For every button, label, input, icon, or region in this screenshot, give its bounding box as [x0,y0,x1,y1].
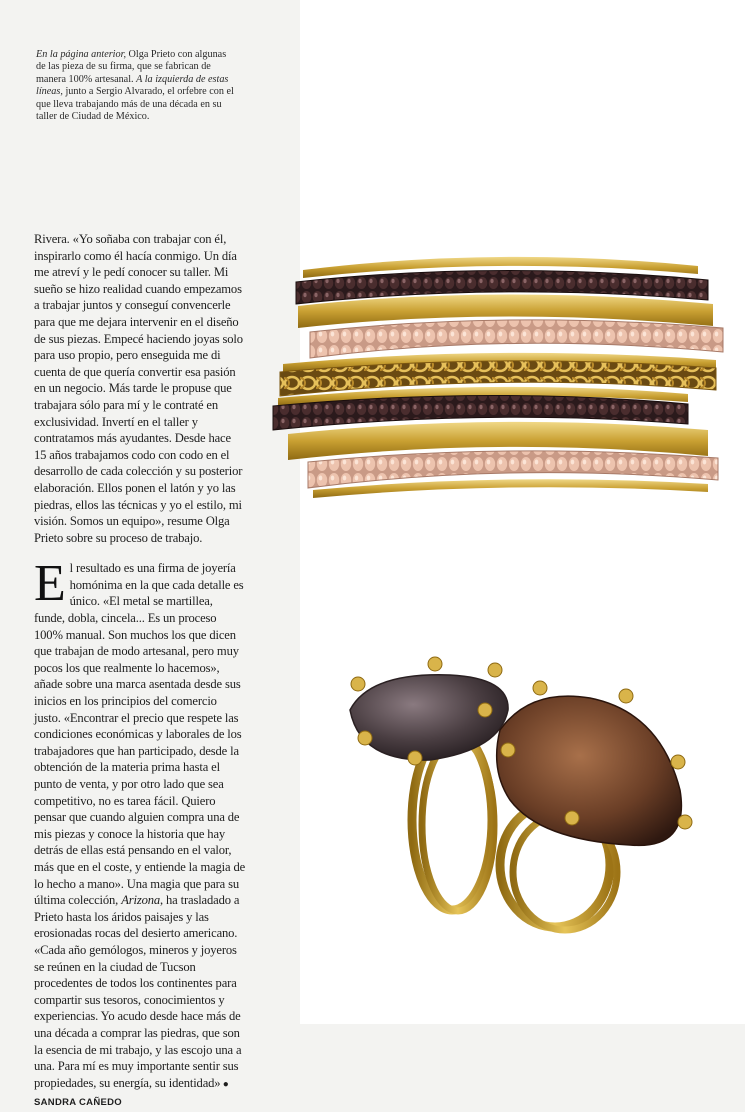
caption-text-2: junto a Sergio Alvarado, el orfebre con el que lleva trabajando más de una década en su taller de Ciudad de México. [36,86,234,123]
caption-reference-2: A la izquierda de estas líneas, [36,73,229,98]
photo-caption [36,49,236,123]
article-column [34,231,246,1112]
caption-reference-1: En la página anterior, [36,49,126,60]
gold-gemstone-rings-image [340,650,710,940]
stack-of-gold-bangles-image [268,248,733,508]
paragraph-2-text-a: l resultado es una firma de joyería homónima en la que cada detalle es único. «El metal se martillea, funde, dobla, cincela... Es un proceso 100% manual. Son muchos los que dicen que trabajan de modo artesanal, pero muy pocos los que realmente lo hacemos», añade sobre una marca asentada desde sus inicios en los principios del comercio justo. «Encontrar el precio que respete las condiciones económicas y laborales de los trabajadores que han participado, desde la obtención de la materia prima hasta el punto de venta, y por otro lado que sea competitivo, no es tarea fácil. Quiero pensar que cuando alguien compra una de mis piezas y conoce la historia que hay detrás de ellas está pensando en el valor, más que en el coste, y entiende la magia de lo hecho a mano». Una magia que para su última colección, [34,561,246,908]
drop-cap: E [34,555,66,613]
collection-name: Arizona [121,893,161,908]
author-byline: SANDRA CAÑEDO [34,1097,122,1109]
article-paragraph-1: Rivera. «Yo soñaba con trabajar con él, inspirarlo como él hacía conmigo. Un día me atreví y le pedí conocer su taller. Mi sueño se hizo realidad cuando empezamos a trabajar juntos y conseguí convencerle para que me dejara intervenir en el diseño de sus piezas. Empecé haciendo joyas solo para uso propio, pero enseguida me di cuenta de que quería convertir esa pasión en un negocio. Más tarde le propuse que trabajara sólo para mí y le contraté en exclusividad. Invertí en el taller y contratamos más ayudantes. Desde hace 15 años trabajamos codo con codo en el desarrollo de cada colección y su posterior elaboración. Ellos ponen el latón y yo las piedras, ellos las técnicas y yo el estilo, mi visión. Somos un equipo», resume Olga Prieto sobre su proceso de trabajo. [34,232,243,545]
end-bullet: ● [220,1078,229,1090]
paragraph-2-text-b: , ha trasladado a Prieto hasta los áridos paisajes y las erosionadas rocas del desierto americano. «Cada año gemólogos, mineros y joyeros se reúnen en la ciudad de Tucson procedentes de todos los continentes para compartir sus tesoros, conocimientos y experiencias. Yo acudo desde hace más de una década a comprar las piedras, que son la esencia de mi trabajo, y las escojo una a una. Para mí es muy importante sentir sus propiedades, su energía, su identidad» [34,893,242,1090]
caption-text-1: Olga Prieto con algunas de las pieza de su firma, que se fabrican de manera 100% artesanal. [36,49,227,85]
article-paragraph-2 [34,555,246,1112]
